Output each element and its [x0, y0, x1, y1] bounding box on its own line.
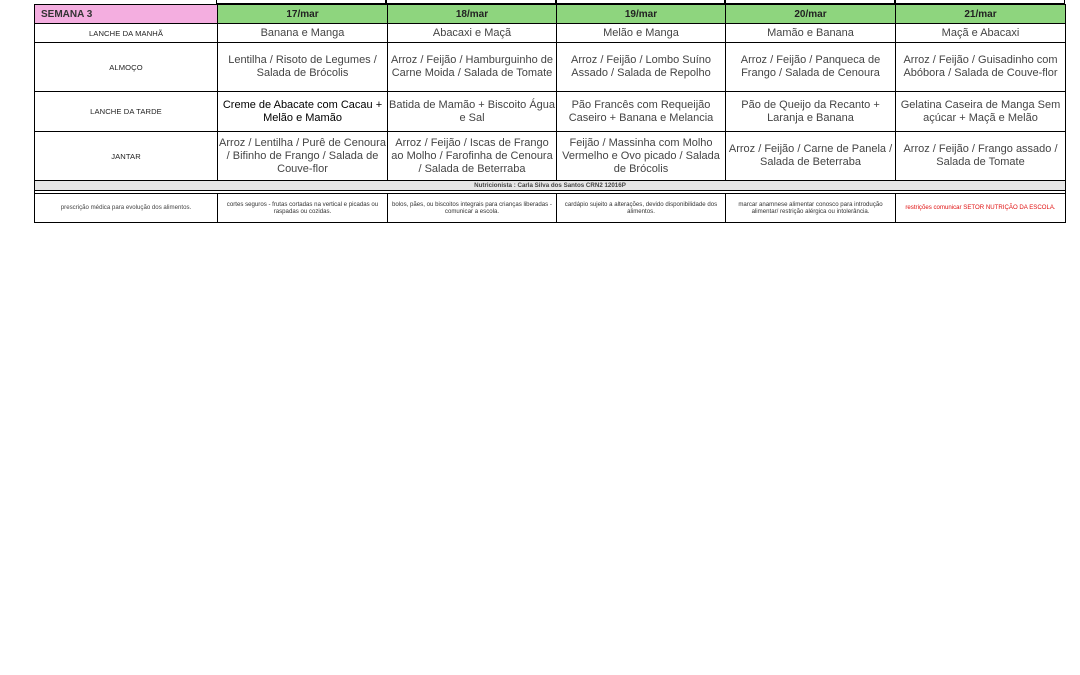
cut-off-header-cell	[216, 0, 386, 4]
meal-cell: Pão de Queijo da Recanto + Laranja e Banana	[726, 92, 896, 132]
meal-row-almoco	[35, 43, 1066, 92]
meal-cell: Arroz / Feijão / Lombo Suíno Assado / Salada de Repolho	[557, 43, 726, 92]
note-cell: bolos, pães, ou biscoitos integrais para crianças liberadas - comunicar a escola.	[388, 194, 557, 223]
meal-label: JANTAR	[35, 132, 218, 181]
meal-cell: Maçã e Abacaxi	[896, 24, 1066, 43]
meal-cell: Abacaxi e Maçã	[388, 24, 557, 43]
cut-off-header-cell	[556, 0, 725, 4]
note-cell: cardápio sujeito a alterações, devido disponibilidade dos alimentos.	[557, 194, 726, 223]
day-date-5: 21/mar	[896, 5, 1066, 24]
cut-off-header-cell	[895, 0, 1065, 4]
day-date-2: 18/mar	[388, 5, 557, 24]
meal-cell: Batida de Mamão + Biscoito Água e Sal	[388, 92, 557, 132]
meal-cell: Melão e Manga	[557, 24, 726, 43]
nutritionist-row	[35, 181, 1066, 191]
meal-cell: Arroz / Feijão / Panqueca de Frango / Salada de Cenoura	[726, 43, 896, 92]
day-date-3: 19/mar	[557, 5, 726, 24]
meal-label: LANCHE DA TARDE	[35, 92, 218, 132]
meal-cell: Arroz / Feijão / Frango assado / Salada de Tomate	[896, 132, 1066, 181]
note-cell-alert: restrições comunicar SETOR NUTRIÇÃO DA ESCOLA.	[896, 194, 1066, 223]
meal-cell: Pão Francês com Requeijão Caseiro + Banana e Melancia	[557, 92, 726, 132]
meal-cell: Banana e Manga	[218, 24, 388, 43]
menu-sheet	[34, 0, 1065, 223]
meal-cell: Lentilha / Risoto de Legumes / Salada de Brócolis	[218, 43, 388, 92]
nutritionist-credit: Nutricionista : Carla Silva dos Santos CRN2 12016P	[35, 181, 1066, 191]
meal-row-jantar	[35, 132, 1066, 181]
note-cell: cortes seguros - frutas cortadas na vertical e picadas ou raspadas ou cozidas.	[218, 194, 388, 223]
day-date-1: 17/mar	[218, 5, 388, 24]
meal-label: ALMOÇO	[35, 43, 218, 92]
day-date-4: 20/mar	[726, 5, 896, 24]
meal-row-lanche-manha	[35, 24, 1066, 43]
note-cell: prescrição médica para evolução dos alimentos.	[35, 194, 218, 223]
meal-cell: Arroz / Feijão / Hamburguinho de Carne Moida / Salada de Tomate	[388, 43, 557, 92]
weekly-menu-table	[34, 4, 1066, 223]
note-cell: marcar anamnese alimentar conosco para introdução alimentar/ restrição alérgica ou intolerância.	[726, 194, 896, 223]
header-row	[35, 5, 1066, 24]
meal-cell: Arroz / Feijão / Carne de Panela / Salada de Beterraba	[726, 132, 896, 181]
week-label: SEMANA 3	[35, 5, 218, 24]
meal-cell: Arroz / Lentilha / Purê de Cenoura / Bifinho de Frango / Salada de Couve-flor	[218, 132, 388, 181]
cut-off-header-row	[34, 0, 1065, 4]
meal-cell: Arroz / Feijão / Guisadinho com Abóbora / Salada de Couve-flor	[896, 43, 1066, 92]
meal-cell: Feijão / Massinha com Molho Vermelho e Ovo picado / Salada de Brócolis	[557, 132, 726, 181]
notes-row	[35, 194, 1066, 223]
meal-row-lanche-tarde	[35, 92, 1066, 132]
meal-cell: Gelatina Caseira de Manga Sem açúcar + Maçã e Melão	[896, 92, 1066, 132]
meal-cell: Arroz / Feijão / Iscas de Frango ao Molho / Farofinha de Cenoura / Salada de Beterraba	[388, 132, 557, 181]
cut-off-header-cell	[725, 0, 895, 4]
meal-cell: Mamão e Banana	[726, 24, 896, 43]
meal-cell: Creme de Abacate com Cacau + Melão e Mamão	[218, 92, 388, 132]
cut-off-header-cell	[386, 0, 556, 4]
meal-label: LANCHE DA MANHÃ	[35, 24, 218, 43]
